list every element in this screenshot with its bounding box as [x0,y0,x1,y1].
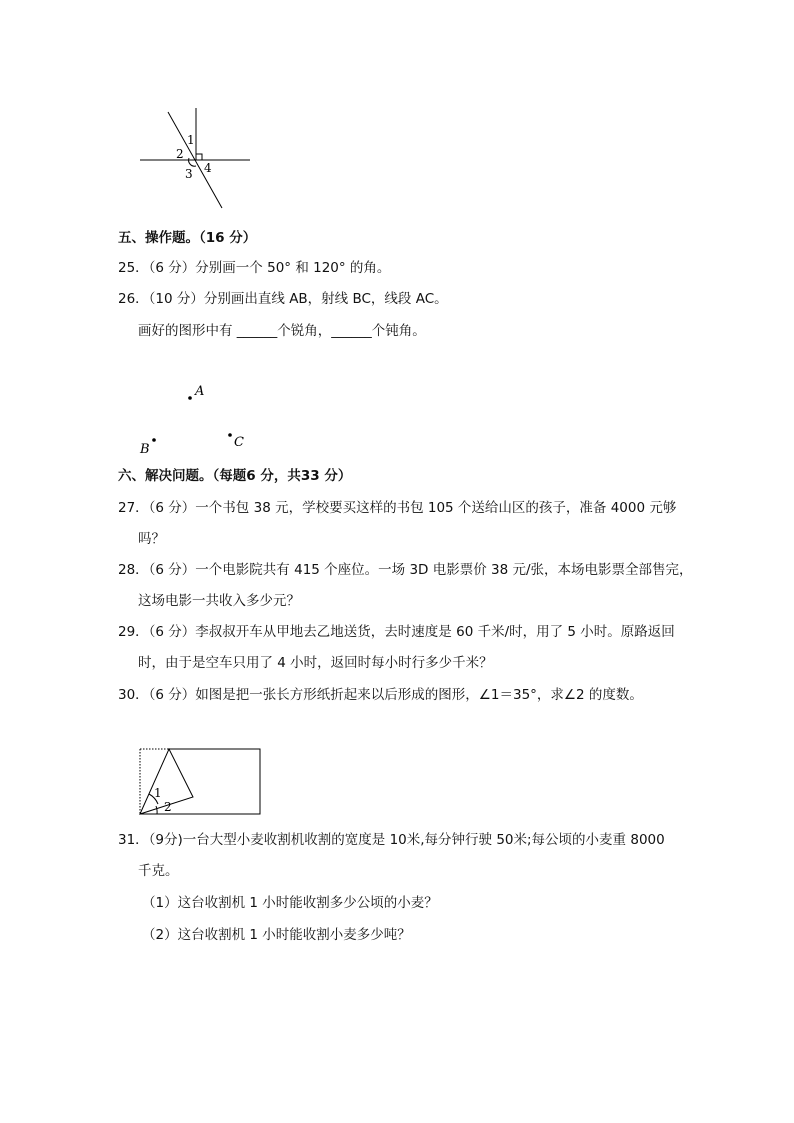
angle-figure [130,100,260,212]
rectangle-outline [140,749,260,814]
question-31-line-2: 千克。 [138,863,179,879]
angle-label-1: 1 [187,133,195,147]
folded-paper-figure [136,744,266,818]
question-31-sub-1: （1）这台收割机 1 小时能收割多少公顷的小麦？ [142,895,438,911]
fold-angle-label-1: 1 [154,786,162,800]
section-6-heading: 六、解决问题。（每题6 分，共33 分） [118,468,352,484]
points-figure [130,378,260,460]
question-25: 25．（6 分）分别画一个 50° 和 120° 的角。 [118,260,391,276]
question-29-line-1: 29．（6 分）李叔叔开车从甲地去乙地送货，去时速度是 60 千米/时，用了 5 小时。原路返回 [118,624,675,640]
question-27-line-1: 27．（6 分）一个书包 38 元，学校要买这样的书包 105 个送给山区的孩子，准备 4000 元够 [118,500,677,516]
fold-angle-label-2: 2 [164,800,172,814]
point-c-label: C [234,435,244,450]
question-31-sub-2: （2）这台收割机 1 小时能收割小麦多少吨？ [142,927,411,943]
angle-arc-2 [156,806,157,814]
point-a-dot [188,396,192,400]
angle-label-3: 3 [185,167,193,181]
point-c-dot [228,433,232,437]
point-b-dot [152,438,156,442]
angle-label-4: 4 [204,161,212,175]
question-26-line-1: 26．（10 分）分别画出直线 AB，射线 BC，线段 AC。 [118,291,448,307]
section-5-heading: 五、操作题。（16 分） [118,230,257,246]
question-31-line-1: 31．（9分)一台大型小麦收割机收割的宽度是 10米,每分钟行驶 50米;每公顷的小麦重 8000 [118,832,665,848]
question-29-line-2: 时，由于是空车只用了 4 小时，返回时每小时行多少千米？ [138,655,493,671]
question-27-line-2: 吗？ [138,531,165,547]
point-b-label: B [140,442,150,457]
question-30: 30．（6 分）如图是把一张长方形纸折起来以后形成的图形，∠1＝35°，求∠2 的度数。 [118,687,643,703]
question-26-line-2: 画好的图形中有 ______个锐角，______个钝角。 [138,323,426,339]
question-28-line-2: 这场电影一共收入多少元？ [138,593,300,609]
question-28-line-1: 28．（6 分）一个电影院共有 415 个座位。一场 3D 电影票价 38 元/张，本场电影票全部售完， [118,562,693,578]
right-angle-mark [196,154,202,160]
angle-label-2: 2 [176,147,184,161]
point-a-label: A [195,384,205,399]
